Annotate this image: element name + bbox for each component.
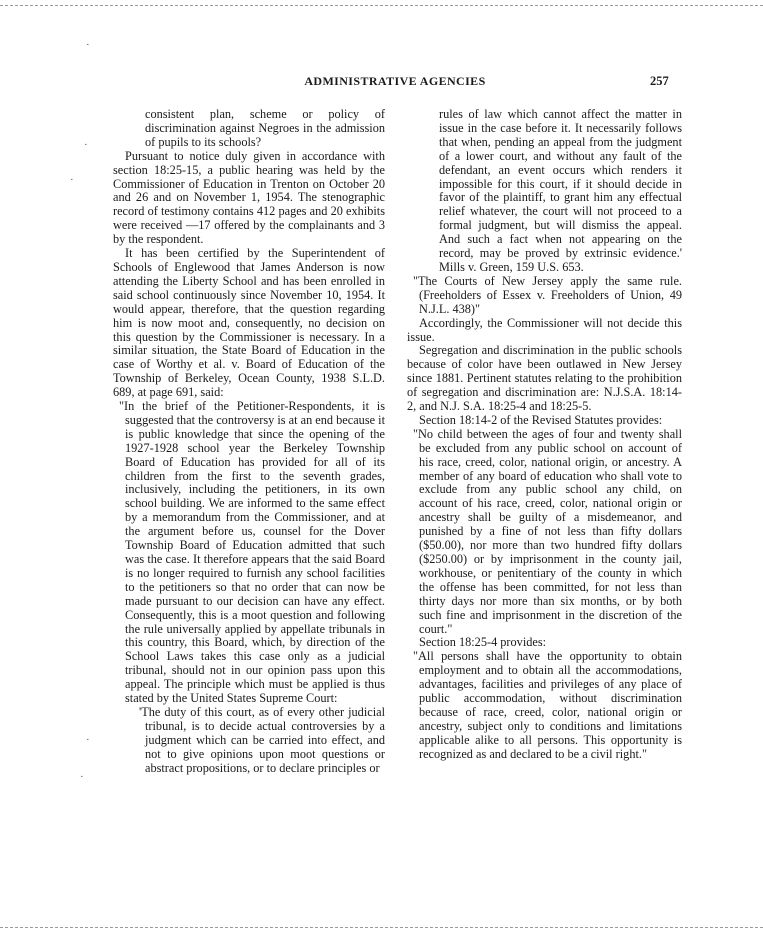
scan-speck: · xyxy=(80,771,84,783)
scan-speck: · xyxy=(86,39,90,51)
paragraph: "The Courts of New Jersey apply the same rule. (Freeholders of Essex v. Freeholders of Union, 49 N.J.L. 438)" xyxy=(413,273,682,316)
page-number: 257 xyxy=(650,74,669,88)
top-scan-border xyxy=(0,5,763,6)
paragraph: It has been certified by the Superintendent of Schools of Englewood that James Anderson is now attending the Liberty School and has been enrolled in said school continuously since November 10, 1954. It would appear, therefore, that the question regarding him is now moot and, consequently, no decision on this question by the Commissioner is necessary. In a similar situation, the State Board of Education in the case of Worthy et al. v. Board of Education of the Township of Berkeley, Ocean County, 1938 S.L.D. 689, at page 691, said: xyxy=(113,246,385,400)
scan-speck: · xyxy=(84,139,88,151)
paragraph: Section 18:14-2 of the Revised Statutes provides: xyxy=(419,412,663,427)
scan-speck: · xyxy=(86,734,90,746)
bottom-scan-border xyxy=(0,927,763,928)
paragraph: rules of law which cannot affect the matter in issue in the case before it. It necessarily follows that when, pending an appeal from the judgment of a lower court, and without any fault of the defendant, an event occurs which renders it impossible for this court, if it should decide in favor of the plaintiff, to grant him any effectual relief whatever, the court will not proceed to a formal judgment, but will dismiss the appeal. And such a fact when not appearing on the record, may be proved by extrinsic evidence.' Mills v. Green, 159 U.S. 653. xyxy=(439,107,682,274)
scan-speck: · xyxy=(70,174,74,186)
paragraph: "No child between the ages of four and twenty shall be excluded from any public school on account of his race, creed, color, national origin, or ancestry. A member of any board of education who shall vote to exclude from any public school any child, on account of his race, creed, color, national origin or ancestry shall be guilty of a misdemeanor, and punished by a fine of not less than fifty dollars ($50.00), nor more than two hundred fifty dollars ($250.00) or by imprisonment in the county jail, workhouse, or penitentiary of the county in which the offense has been committed, for not less than thirty days nor more than six months, or by both such fine and imprisonment in the discretion of the court." xyxy=(413,426,682,636)
paragraph: consistent plan, scheme or policy of discrimination against Negroes in the admission of pupils to its schools? xyxy=(145,107,385,149)
paragraph: Segregation and discrimination in the public schools because of color have been outlawed in New Jersey since 1881. Pertinent statutes relating to the prohibition of segregation and discrimination are: N.J.S.A. 18:14-2, and N.J. S.A. 18:25-4 and 18:25-5. xyxy=(407,343,682,414)
paragraph: Pursuant to notice duly given in accordance with section 18:25-15, a public hearing was held by the Commissioner of Education in Trenton on October 20 and 26 and on November 1, 1954. The stenographic record of testimony contains 412 pages and 20 exhibits were received —17 offered by the complainants and 3 by the respondent. xyxy=(113,148,385,247)
left-column xyxy=(113,108,385,776)
paragraph: "All persons shall have the opportunity to obtain employment and to obtain all the accommodations, advantages, facilities and privileges of any place of public accommodation, without discrimination because of race, creed, color, national origin or ancestry, subject only to conditions and limitations applicable alike to all persons. This opportunity is recognized as and declared to be a civil right." xyxy=(413,649,682,761)
right-column xyxy=(407,108,682,762)
paragraph: "In the brief of the Petitioner-Respondents, it is suggested that the controversy is at an end because it is public knowledge that since the opening of the 1927-1928 school year the Berkeley Township Board of Education has provided for all of its children from the first to the seventh grades, inclusively, including the petitioners, in its own school building. We are informed to the same effect by a memorandum from the Commissioner, and at the argument before us, counsel for the Dover Township Board of Education admitted that such was the case. It therefore appears that the said Board is no longer required to furnish any school facilities to the petitioners so that no order that can now be made pursuant to our decision can have any effect. Consequently, this is a moot question and following the rule universally applied by appellate tribunals in this country, this Board, which, by direction of the School Laws takes this case only as a judicial tribunal, should not in our opinion pass upon this appeal. The principle which must be applied is thus stated by the United States Supreme Court: xyxy=(119,399,385,706)
running-header-title: ADMINISTRATIVE AGENCIES xyxy=(304,74,486,88)
paragraph: Section 18:25-4 provides: xyxy=(419,635,547,650)
paragraph: 'The duty of this court, as of every other judicial tribunal, is to decide actual controversies by a judgment which can be carried into effect, and not to give opinions upon moot questions or abstract propositions, or to declare principles or xyxy=(139,704,385,775)
paragraph: Accordingly, the Commissioner will not decide this issue. xyxy=(407,315,682,344)
